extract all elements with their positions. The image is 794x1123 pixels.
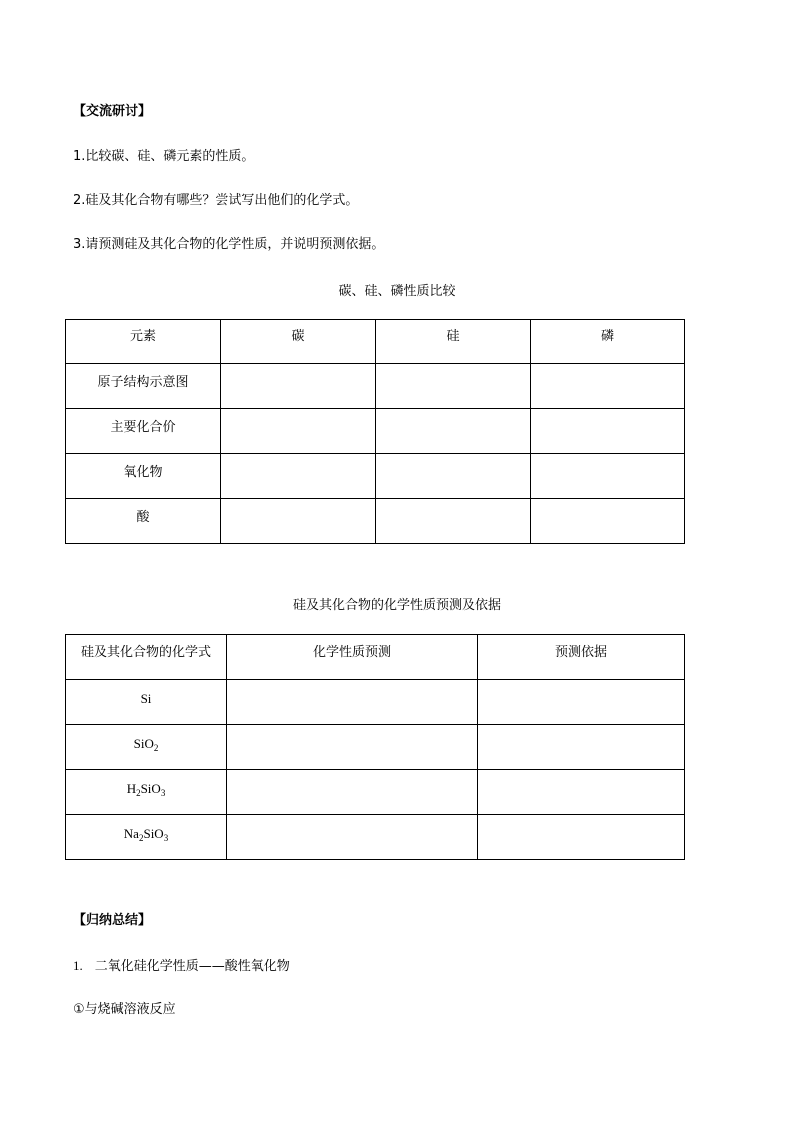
answer-cell[interactable] bbox=[221, 364, 376, 409]
formula-cell bbox=[66, 680, 227, 725]
table-row bbox=[66, 815, 685, 860]
header-cell: 元素 bbox=[66, 320, 221, 364]
summary-sub-item-1: ①与烧碱溶液反应 bbox=[73, 1002, 176, 1017]
answer-cell[interactable] bbox=[531, 409, 685, 454]
header-cell: 磷 bbox=[531, 320, 685, 364]
row-label: 酸 bbox=[66, 499, 221, 544]
summary-item-1-number: 1. bbox=[73, 958, 83, 973]
answer-cell[interactable] bbox=[478, 815, 685, 860]
answer-cell[interactable] bbox=[376, 364, 531, 409]
summary-item-1 bbox=[73, 957, 290, 976]
header-cell: 碳 bbox=[221, 320, 376, 364]
formula-cell bbox=[66, 725, 227, 770]
answer-cell[interactable] bbox=[478, 680, 685, 725]
table2-caption: 硅及其化合物的化学性质预测及依据 bbox=[292, 598, 501, 613]
answer-cell[interactable] bbox=[531, 364, 685, 409]
discussion-item-1: 1.比较碳、硅、磷元素的性质。 bbox=[73, 149, 255, 164]
table-row bbox=[66, 409, 685, 454]
section-heading-discussion: 【交流研讨】 bbox=[73, 104, 152, 119]
table-row bbox=[66, 320, 685, 364]
answer-cell[interactable] bbox=[221, 454, 376, 499]
row-label: 氧化物 bbox=[66, 454, 221, 499]
answer-cell[interactable] bbox=[227, 815, 478, 860]
header-cell: 化学性质预测 bbox=[227, 635, 478, 680]
row-label: 主要化合价 bbox=[66, 409, 221, 454]
table-row bbox=[66, 635, 685, 680]
answer-cell[interactable] bbox=[227, 725, 478, 770]
table-row bbox=[66, 725, 685, 770]
discussion-item-3: 3.请预测硅及其化合物的化学性质，并说明预测依据。 bbox=[73, 237, 385, 252]
summary-item-1-text: 二氧化硅化学性质——酸性氧化物 bbox=[94, 959, 290, 974]
discussion-item-2: 2.硅及其化合物有哪些？尝试写出他们的化学式。 bbox=[73, 193, 359, 208]
silicon-compounds-table bbox=[65, 634, 685, 860]
header-cell: 硅 bbox=[376, 320, 531, 364]
table-row bbox=[66, 454, 685, 499]
answer-cell[interactable] bbox=[227, 770, 478, 815]
formula-cell bbox=[66, 770, 227, 815]
answer-cell[interactable] bbox=[376, 454, 531, 499]
table-row bbox=[66, 364, 685, 409]
element-comparison-table bbox=[65, 319, 685, 544]
row-label: 原子结构示意图 bbox=[66, 364, 221, 409]
answer-cell[interactable] bbox=[376, 409, 531, 454]
answer-cell[interactable] bbox=[531, 454, 685, 499]
answer-cell[interactable] bbox=[376, 499, 531, 544]
section-heading-summary: 【归纳总结】 bbox=[73, 913, 152, 928]
table-row bbox=[66, 499, 685, 544]
table1-caption: 碳、硅、磷性质比较 bbox=[338, 284, 456, 299]
table-row bbox=[66, 770, 685, 815]
answer-cell[interactable] bbox=[478, 725, 685, 770]
answer-cell[interactable] bbox=[227, 680, 478, 725]
header-cell: 硅及其化合物的化学式 bbox=[66, 635, 227, 680]
answer-cell[interactable] bbox=[221, 499, 376, 544]
answer-cell[interactable] bbox=[531, 499, 685, 544]
formula-na2sio3: $Na_2SiO_3$ bbox=[123, 826, 169, 843]
header-cell: 预测依据 bbox=[478, 635, 685, 680]
table-row bbox=[66, 680, 685, 725]
formula-h2sio3: $H_2SiO_3$ bbox=[126, 781, 166, 798]
answer-cell[interactable] bbox=[221, 409, 376, 454]
formula-si: Si bbox=[140, 691, 152, 706]
answer-cell[interactable] bbox=[478, 770, 685, 815]
formula-cell bbox=[66, 815, 227, 860]
formula-sio2: SiO$_2$ bbox=[133, 736, 159, 753]
